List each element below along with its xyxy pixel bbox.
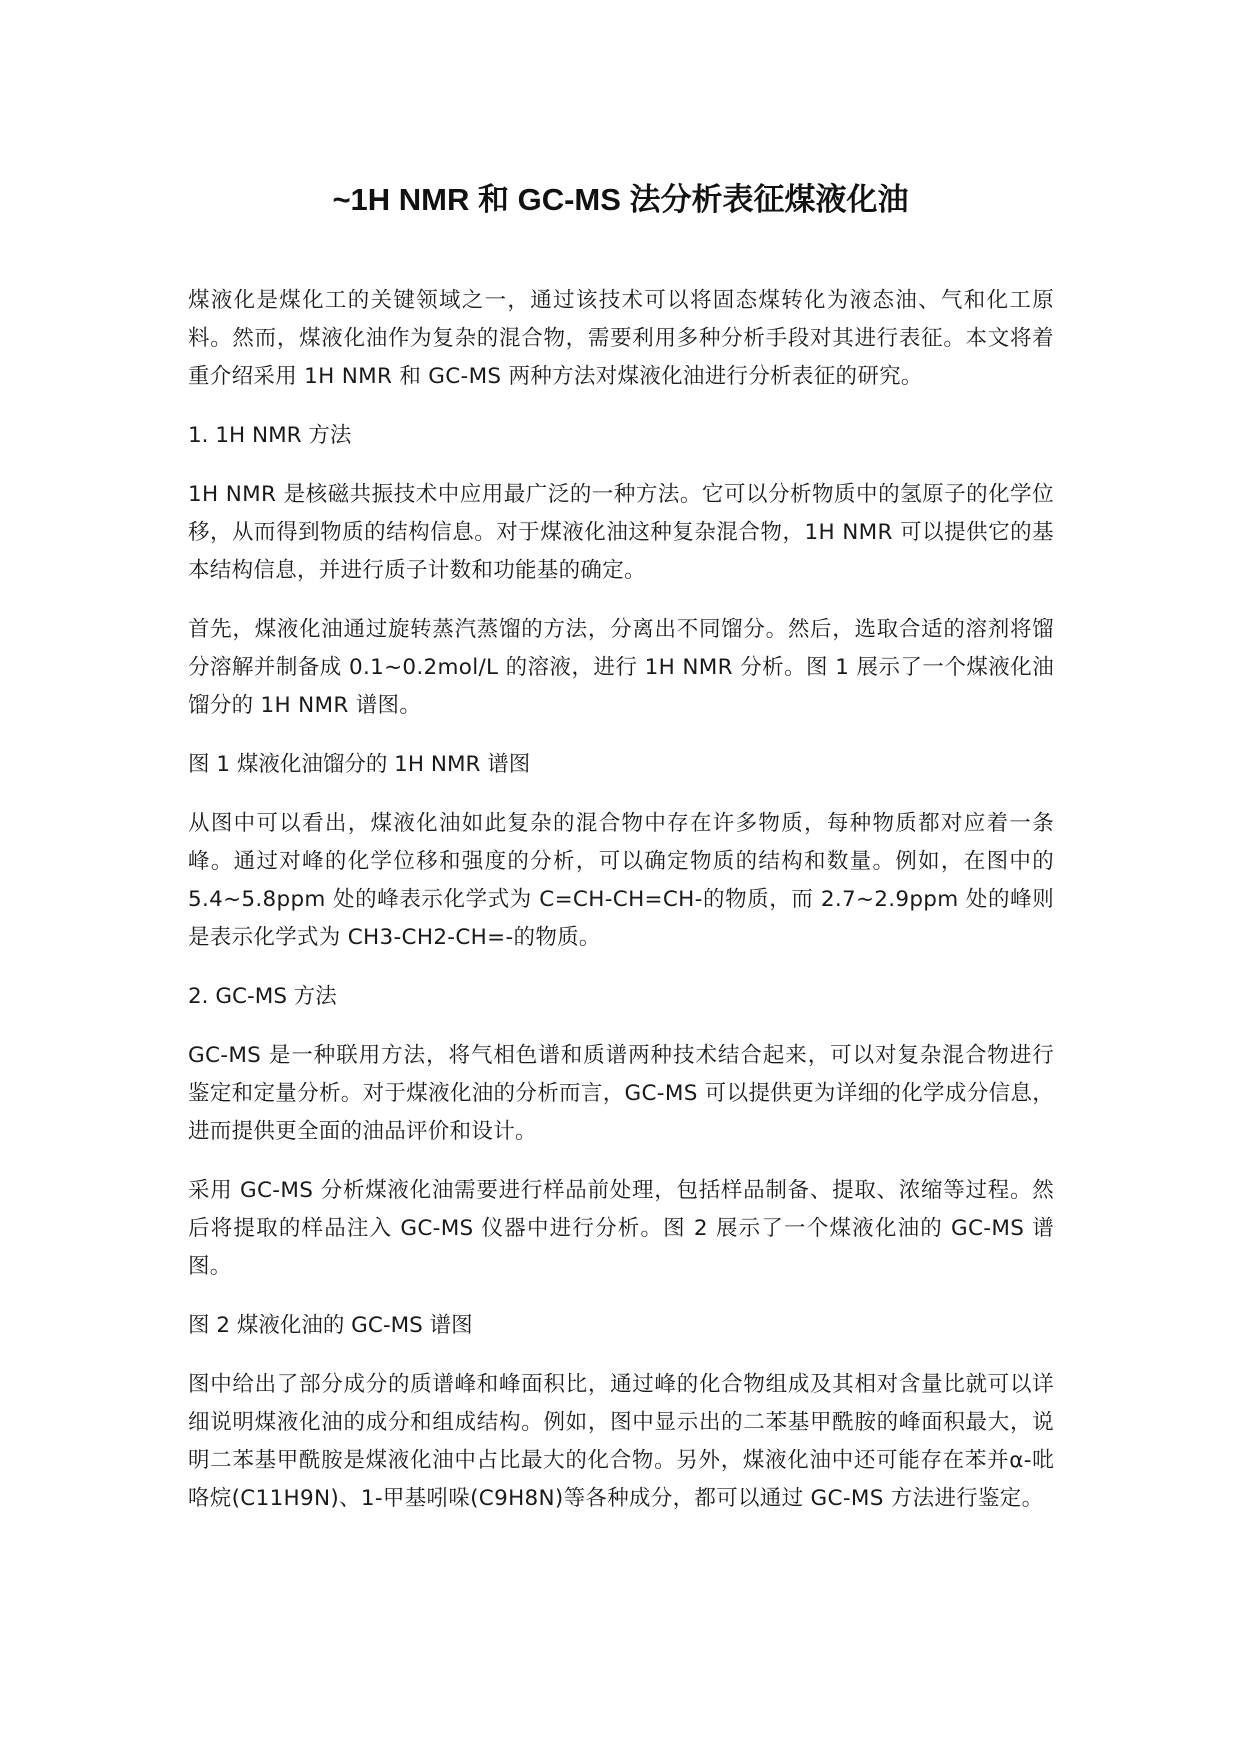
nmr-procedure-paragraph: 首先，煤液化油通过旋转蒸汽蒸馏的方法，分离出不同馏分。然后，选取合适的溶剂将馏分溶解并制备成 0.1~0.2mol/L 的溶液，进行 1H NMR 分析。图 1 展示了一个煤液化油馏分的 1H NMR 谱图。 (188, 617, 1054, 718)
section-heading-gcms: 2. GC-MS 方法 (188, 984, 337, 1009)
figure-1-caption: 图 1 煤液化油馏分的 1H NMR 谱图 (188, 752, 531, 777)
section-heading-nmr: 1. 1H NMR 方法 (188, 423, 352, 448)
gcms-procedure-paragraph: 采用 GC-MS 分析煤液化油需要进行样品前处理，包括样品制备、提取、浓缩等过程。然后将提取的样品注入 GC-MS 仪器中进行分析。图 2 展示了一个煤液化油的 GC-MS 谱图。 (188, 1178, 1054, 1279)
page-title: ~1H NMR 和 GC-MS 法分析表征煤液化油 (332, 182, 909, 217)
figure-2-caption: 图 2 煤液化油的 GC-MS 谱图 (188, 1313, 473, 1338)
intro-paragraph: 煤液化是煤化工的关键领域之一，通过该技术可以将固态煤转化为液态油、气和化工原料。然而，煤液化油作为复杂的混合物，需要利用多种分析手段对其进行表征。本文将着重介绍采用 1H NMR 和 GC-MS 两种方法对煤液化油进行分析表征的研究。 (188, 288, 1054, 389)
nmr-analysis-paragraph: 从图中可以看出，煤液化油如此复杂的混合物中存在许多物质，每种物质都对应着一条峰。通过对峰的化学位移和强度的分析，可以确定物质的结构和数量。例如，在图中的 5.4~5.8ppm 处的峰表示化学式为 C=CH-CH=CH-的物质，而 2.7~2.9ppm 处的峰则是表示化学式为 CH3-CH2-CH=-的物质。 (188, 811, 1054, 950)
document-body (188, 282, 1054, 1539)
nmr-description-paragraph: 1H NMR 是核磁共振技术中应用最广泛的一种方法。它可以分析物质中的氢原子的化学位移，从而得到物质的结构信息。对于煤液化油这种复杂混合物，1H NMR 可以提供它的基本结构信息，并进行质子计数和功能基的确定。 (188, 482, 1054, 583)
gcms-description-paragraph: GC-MS 是一种联用方法，将气相色谱和质谱两种技术结合起来，可以对复杂混合物进行 鉴定和定量分析。对于煤液化油的分析而言，GC-MS 可以提供更为详细的化学成分信息，进而提供更全面的油品评价和设计。 (188, 1043, 1054, 1144)
gcms-analysis-paragraph: 图中给出了部分成分的质谱峰和峰面积比，通过峰的化合物组成及其相对含量比就可以详细说明煤液化油的成分和组成结构。例如，图中显示出的二苯基甲酰胺的峰面积最大，说明二苯基甲酰胺是煤液化油中占比最大的化合物。另外，煤液化油中还可能存在苯并α-吡咯烷(C11H9N)、1-甲基吲哚(C9H8N)等各种成分，都可以通过 GC-MS 方法进行鉴定。 (188, 1372, 1054, 1511)
